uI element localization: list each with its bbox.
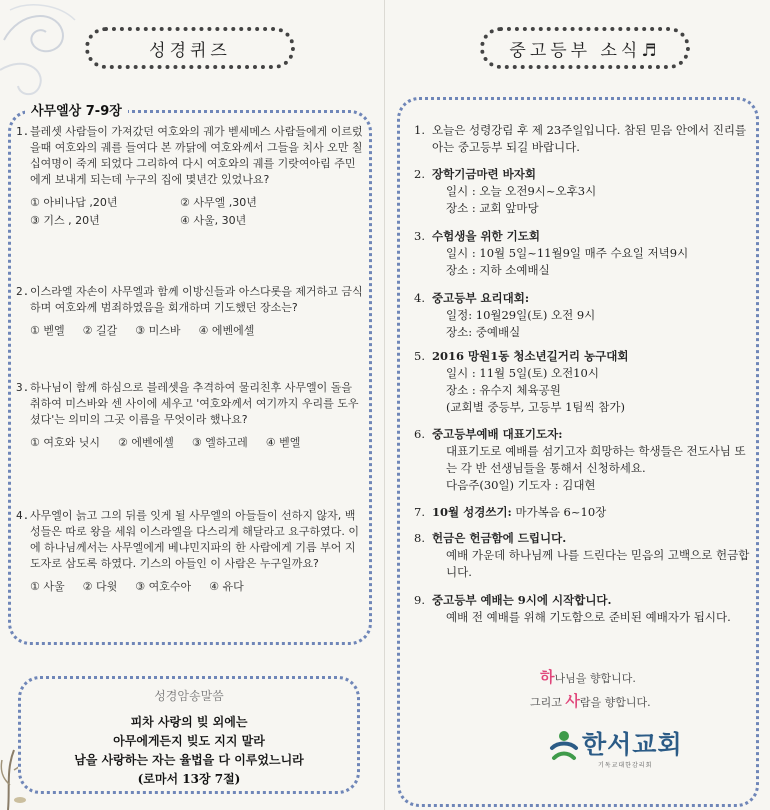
news-title-text: 장학기금마련 바자회 bbox=[432, 167, 536, 181]
quiz-option: ① 아비나답 ,20년 bbox=[30, 196, 118, 209]
news-line: 오늘은 성령강림 후 제 23주일입니다. 참된 믿음 안에서 진리를 아는 중고등부 되길 바랍니다. bbox=[432, 123, 747, 154]
news-item-5 bbox=[414, 348, 750, 416]
news-number: 2. bbox=[414, 167, 425, 181]
news-line: 대표기도로 예배를 섬기고자 희망하는 학생들은 전도사님 또는 각 반 선생님들을 통해서 신청하세요. bbox=[446, 444, 746, 475]
news-title-text: 수험생을 위한 기도회 bbox=[432, 229, 540, 243]
memory-verse-heading: 성경암송말씀 bbox=[154, 689, 224, 703]
news-number: 4. bbox=[414, 291, 425, 305]
verse-line: 피차 사랑의 빚 외에는 bbox=[130, 715, 248, 729]
quiz-option: ③ 기스 , 20년 bbox=[30, 214, 100, 227]
quiz-question-3 bbox=[16, 380, 364, 452]
news-title: 중고등부 소식♬ bbox=[480, 27, 690, 69]
quiz-option: ② 다윗 bbox=[82, 580, 118, 593]
motto-line-2 bbox=[530, 690, 651, 711]
news-title-text: 2016 망원1동 청소년길거리 농구대회 bbox=[432, 349, 629, 363]
news-line: 일시 : 오늘 오전9시~오후3시 bbox=[446, 184, 597, 198]
news-line: 장소 : 교회 앞마당 bbox=[446, 201, 539, 215]
quiz-option: ① 사울 bbox=[30, 580, 65, 593]
news-number: 8. bbox=[414, 531, 425, 545]
question-number: 3. bbox=[16, 381, 30, 394]
quiz-title: 성경퀴즈 bbox=[85, 27, 295, 69]
quiz-question-4 bbox=[16, 508, 364, 596]
news-number: 6. bbox=[414, 427, 425, 441]
news-title-text: 10월 성경쓰기: bbox=[432, 505, 512, 519]
quiz-option: ④ 유다 bbox=[209, 580, 244, 593]
news-item-1 bbox=[414, 122, 750, 156]
quiz-option: ④ 에벤에셀 bbox=[198, 324, 255, 337]
news-line: 장소 : 지하 소예배실 bbox=[446, 263, 550, 277]
quiz-section-tag: 사무엘상 7-9장 bbox=[25, 100, 128, 119]
news-number: 5. bbox=[414, 349, 425, 363]
news-title-text: 중고등부 요리대회: bbox=[432, 291, 530, 305]
verse-reference: (로마서 13장 7절) bbox=[137, 772, 241, 786]
question-number: 4. bbox=[16, 509, 30, 522]
news-line: 장소: 중예배실 bbox=[446, 325, 521, 339]
quiz-option: ② 길갈 bbox=[82, 324, 118, 337]
news-item-4 bbox=[414, 290, 750, 341]
news-item-2 bbox=[414, 166, 750, 217]
quiz-option: ① 벧엘 bbox=[30, 324, 65, 337]
quiz-option: ① 여호와 닛시 bbox=[30, 436, 100, 449]
memory-verse-box bbox=[18, 676, 360, 794]
quiz-option: ④ 벧엘 bbox=[265, 436, 301, 449]
quiz-option: ② 에벤에셀 bbox=[117, 436, 174, 449]
news-number: 1. bbox=[414, 123, 425, 137]
memory-verse-text bbox=[21, 713, 357, 789]
news-line: 예배 전 예배를 위해 기도함으로 준비된 예배자가 됩시다. bbox=[446, 610, 731, 624]
news-line: 다음주(30일) 기도자 : 김대현 bbox=[446, 478, 596, 492]
church-name: 한서교회 bbox=[582, 730, 683, 759]
question-text: 블레셋 사람들이 가져갔던 여호와의 궤가 벧세메스 사람들에게 이르렀을때 여호와의 궤를 들여다 본 까닭에 여호와께서 그들을 치사 오만 칠십여명이 죽게 되었다 그리하여 다시 여호와의 궤를 기랏여아림 주민에게 보내게 되는데 누구의 집에 몇년간 있었나요? bbox=[30, 125, 363, 186]
quiz-option: ③ 여호수아 bbox=[135, 580, 192, 593]
motto-text: 나님을 향합니다. bbox=[554, 672, 636, 685]
news-line: 예배 가운데 하나님께 나를 드린다는 믿음의 고백으로 헌금합니다. bbox=[446, 548, 750, 579]
motto-text: 그리고 bbox=[530, 696, 566, 709]
church-logo-icon bbox=[548, 728, 580, 764]
news-title-text: 중고등부 예배는 9시에 시작합니다. bbox=[432, 593, 612, 607]
verse-line: 남을 사랑하는 자는 율법을 다 이루었느니라 bbox=[74, 753, 304, 767]
quiz-question-1 bbox=[16, 124, 364, 230]
news-number: 3. bbox=[414, 229, 425, 243]
news-line: 장소 : 유수지 체육공원 bbox=[446, 383, 561, 397]
quiz-option: ③ 미스바 bbox=[135, 324, 181, 337]
question-number: 2. bbox=[16, 285, 30, 298]
news-line: 일시 : 10월 5일~11월9일 매주 수요일 저녁9시 bbox=[446, 246, 689, 260]
news-line: 일시 : 11월 5일(토) 오전10시 bbox=[446, 366, 599, 380]
quiz-option: ③ 엘하고레 bbox=[191, 436, 248, 449]
motto-accent: 하 bbox=[540, 668, 555, 686]
quiz-option: ② 사무엘 ,30년 bbox=[180, 196, 257, 209]
news-line: 일정: 10월29일(토) 오전 9시 bbox=[446, 308, 596, 322]
motto-line-1 bbox=[540, 666, 636, 687]
news-title-text: 헌금은 헌금함에 드립니다. bbox=[432, 531, 567, 545]
news-number: 9. bbox=[414, 593, 425, 607]
news-line: (교회별 중등부, 고등부 1팀씩 참가) bbox=[446, 400, 625, 414]
quiz-question-2 bbox=[16, 284, 364, 340]
motto-text: 람을 향합니다. bbox=[579, 696, 651, 709]
quiz-option: ④ 사울, 30년 bbox=[180, 214, 247, 227]
news-item-3 bbox=[414, 228, 750, 279]
verse-line: 아무에게든지 빚도 지지 말라 bbox=[113, 734, 265, 748]
news-item-7 bbox=[414, 504, 750, 521]
news-line: 마가복음 6~10장 bbox=[515, 505, 607, 519]
news-title-text: 중고등부예배 대표기도자: bbox=[432, 427, 563, 441]
church-denomination: 기독교대한감리회 bbox=[598, 762, 653, 769]
news-item-9 bbox=[414, 592, 750, 626]
news-number: 7. bbox=[414, 505, 425, 519]
motto-accent: 사 bbox=[565, 692, 580, 710]
question-text: 이스라엘 자손이 사무엘과 함께 이방신들과 아스다롯을 제거하고 금식하며 여호와께 범죄하였음을 회개하며 기도했던 장소는? bbox=[30, 285, 363, 314]
fold-line bbox=[384, 0, 385, 810]
question-text: 사무엘이 늙고 그의 뒤를 잇게 될 사무엘의 아들들이 선하지 않자, 백성들은 따로 왕을 세워 이스라엘을 다스리게 해달라고 요구하였다. 이에 하나님께서는 사무엘에게 베냐민지파의 한 사람에게 기름 부어 지도자로 삼도록 하였다. 기스의 아들인 이 사람은 누구일까요? bbox=[30, 509, 359, 570]
news-item-8 bbox=[414, 530, 750, 581]
question-text: 하나님이 함께 하심으로 블레셋을 추격하여 물리친후 사무엘이 돌을 취하여 미스바와 센 사이에 세우고 '여호와께서 여기까지 우리를 도우셨다'는 의미의 그곳 이름을 무엇이라 했나요? bbox=[30, 381, 359, 426]
news-item-6 bbox=[414, 426, 750, 494]
question-number: 1. bbox=[16, 125, 30, 138]
